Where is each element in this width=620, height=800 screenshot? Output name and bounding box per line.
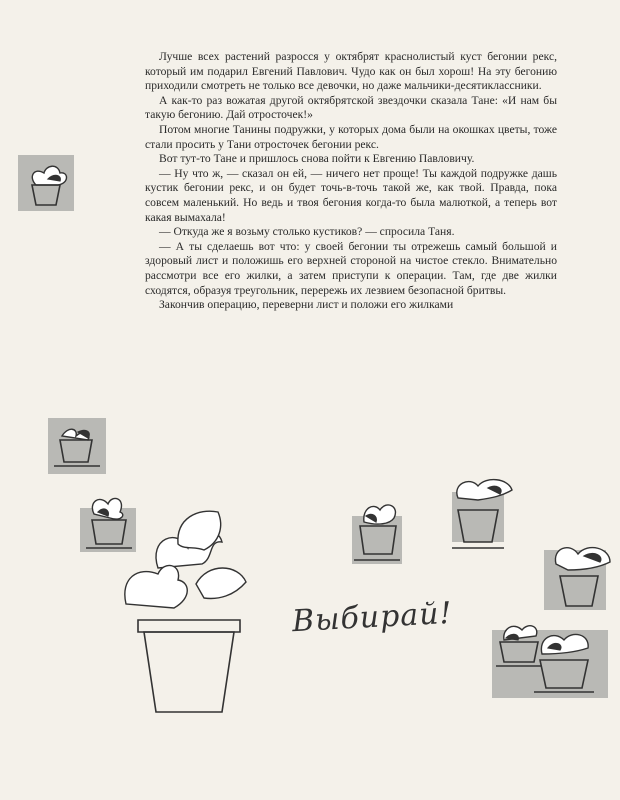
potted-plants-group-icon: [492, 620, 610, 700]
potted-plant-icon: [48, 418, 106, 474]
paragraph: — Ну что ж, — сказал он ей, — ничего нет проще! Ты каждой подружке дашь кустик бегонии рекс, и он будет точь-в-точь такой же, как твой. Правда, пока совсем маленький. Но ведь и твоя бегония когда-то была малюткой, а теперь вот какая вымахала!: [145, 166, 557, 224]
story-text: [145, 50, 557, 313]
potted-plant-icon: [18, 155, 74, 211]
potted-plant-icon: [350, 496, 404, 566]
paragraph: Потом многие Танины подружки, у которых дома были на окошках цветы, тоже стали просить у Тани отросточек бегонии рекс.: [145, 122, 557, 151]
paragraph: Закончив операцию, переверни лист и положи его жилками: [159, 298, 454, 312]
potted-plant-icon: [448, 476, 518, 556]
caption-handwritten: Выбирай!: [291, 595, 454, 640]
paragraph: Лучше всех растений разросся у октябрят краснолистый куст бегонии рекс, который им подарил Евгений Павлович. Чудо как он был хорош! На эту бегонию приходили смотреть не только все девочки, но даже мальчики-десятиклассники.: [145, 50, 557, 93]
paragraph: Вот тут-то Тане и пришлось снова пойти к Евгению Павловичу.: [159, 152, 475, 166]
large-potted-plant-icon: [118, 508, 258, 718]
paragraph: — А ты сделаешь вот что: у своей бегонии ты отрежешь самый большой и здоровый лист и положишь его верхней стороной на чистое стекло. Внимательно рассмотри все его жилки, а затем приступи к операции. Там, где две жилки сходятся, образуя треугольник, перережь их лезвием безопасной бритвы.: [145, 239, 557, 297]
potted-plant-icon: [544, 540, 616, 614]
paragraph: — Откуда же я возьму столько кустиков? — спросила Таня.: [159, 225, 455, 239]
paragraph: А как-то раз вожатая другой октябрятской звездочки сказала Тане: «И нам бы такую бегонию. Дай отросточек!»: [145, 93, 557, 122]
